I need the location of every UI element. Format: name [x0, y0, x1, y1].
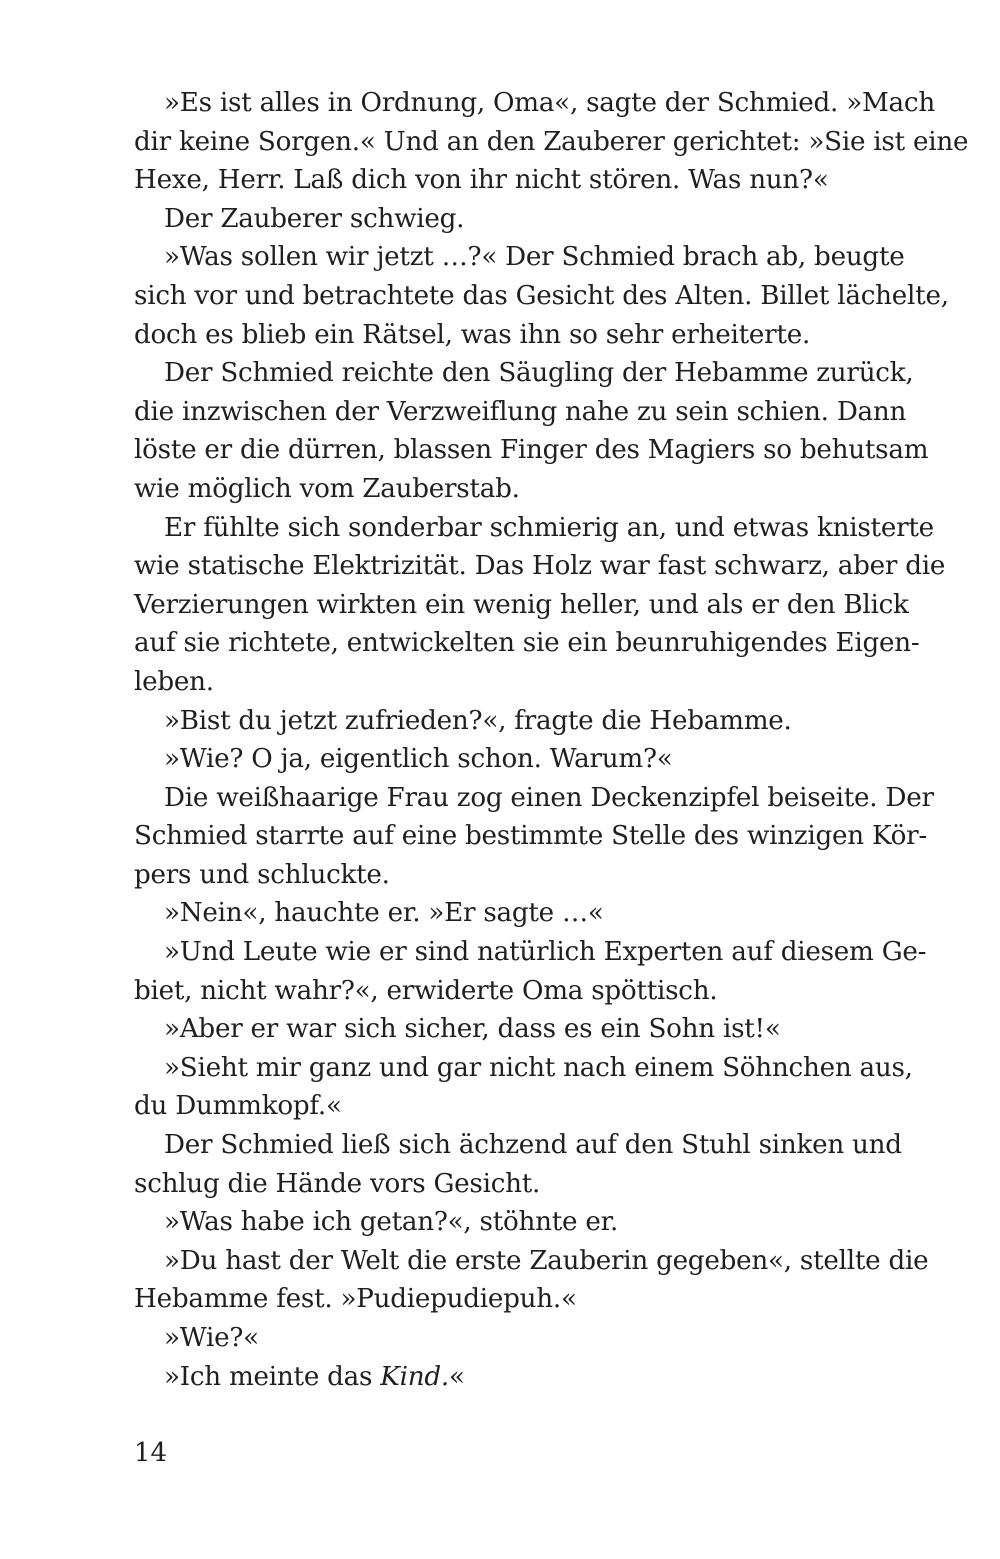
text-segment: »Ich meinte das — [164, 1361, 381, 1392]
text-line: Der Zauberer schwieg. — [164, 203, 465, 234]
text-line: sich vor und betrachtete das Gesicht des Alten. Billet lächelte, — [134, 280, 949, 311]
italic-word: Kind. — [380, 1361, 449, 1392]
text-line: Der Schmied reichte den Säugling der Hebamme zurück, — [164, 358, 914, 389]
text-line: doch es blieb ein Rätsel, was ihn so sehr erheiterte. — [134, 319, 811, 350]
text-line: leben. — [134, 666, 214, 697]
text-line: »Wie?« — [164, 1323, 259, 1353]
text-line: Er fühlte sich sonderbar schmierig an, und etwas knisterte — [164, 512, 934, 543]
text-line: Schmied starrte auf eine bestimmte Stelle des winzigen Kör- — [134, 821, 927, 852]
body-text — [134, 84, 969, 1396]
text-line: »Was habe ich getan?«, stöhnte er. — [164, 1207, 619, 1238]
text-line: »Es ist alles in Ordnung, Oma«, sagte der Schmied. »Mach — [164, 88, 935, 118]
text-line: schlug die Hände vors Gesicht. — [134, 1168, 541, 1199]
text-line: Hebamme fest. »Pudiepudiepuh.« — [134, 1284, 577, 1315]
text-line: biet, nicht wahr?«, erwiderte Oma spöttisch. — [134, 975, 718, 1006]
text-line: die inzwischen der Verzweiflung nahe zu sein schien. Dann — [134, 396, 907, 427]
text-line: wie statische Elektrizität. Das Holz war fast schwarz, aber die — [134, 551, 946, 582]
text-line: »Aber er war sich sicher, dass es ein Sohn ist!« — [164, 1014, 781, 1045]
text-line: Die weißhaarige Frau zog einen Deckenzipfel beiseite. Der — [164, 782, 934, 813]
text-segment: « — [448, 1361, 465, 1392]
text-line: Hexe, Herr. Laß dich von ihr nicht stören. Was nun?« — [134, 165, 829, 196]
text-line: wie möglich vom Zauberstab. — [134, 473, 520, 504]
text-line: auf sie richtete, entwickelten sie ein beunruhigendes Eigen- — [134, 628, 920, 659]
text-line: »Wie? O ja, eigentlich schon. Warum?« — [164, 744, 673, 775]
text-line: du Dummkopf.« — [134, 1091, 342, 1122]
text-line: Der Schmied ließ sich ächzend auf den Stuhl sinken und — [164, 1130, 902, 1161]
text-line: löste er die dürren, blassen Finger des Magiers so behutsam — [134, 435, 929, 466]
text-line: dir keine Sorgen.« Und an den Zauberer gerichtet: »Sie ist eine — [134, 126, 969, 157]
page-number: 14 — [134, 1438, 168, 1468]
text-line: »Was sollen wir jetzt …?« Der Schmied brach ab, beugte — [164, 242, 905, 273]
text-line: »Bist du jetzt zufrieden?«, fragte die Hebamme. — [164, 705, 792, 736]
text-line-last — [134, 1358, 886, 1397]
text-line: pers und schluckte. — [134, 859, 390, 890]
text-line: »Sieht mir ganz und gar nicht nach einem Söhnchen aus, — [164, 1052, 913, 1083]
text-line: »Du hast der Welt die erste Zauberin gegeben«, stellte die — [164, 1245, 929, 1276]
text-line: »Und Leute wie er sind natürlich Experten auf diesem Ge- — [164, 937, 927, 968]
text-line: »Nein«, hauchte er. »Er sagte …« — [164, 898, 604, 929]
text-line: Verzierungen wirkten ein wenig heller, und als er den Blick — [134, 589, 909, 620]
